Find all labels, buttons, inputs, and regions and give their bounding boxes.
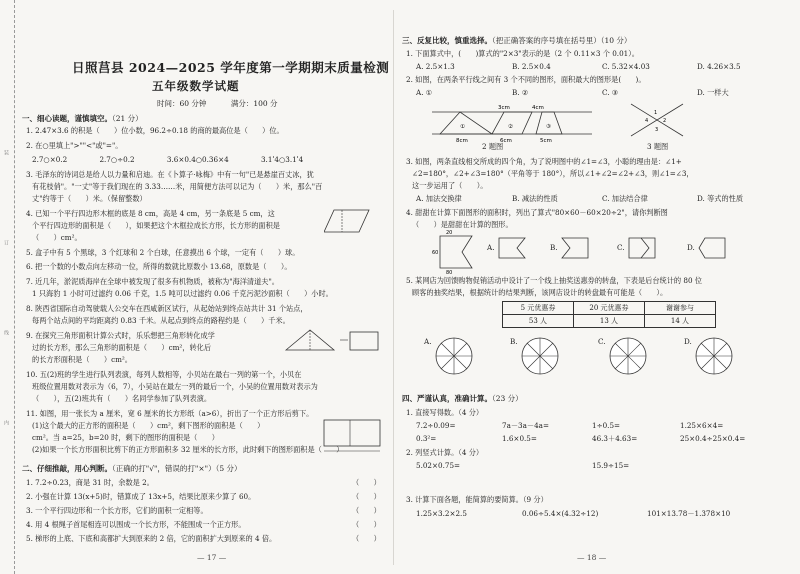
page-number: — 18 —: [577, 553, 607, 562]
choice-3-option: A. 加法交换律: [416, 194, 462, 203]
fig-num: ①: [460, 124, 465, 130]
choice-4-line1: 4. 甜甜在计算下面图形的面积时，列出了算式"80×60－60×20÷2"，请你判断图: [406, 208, 668, 217]
simplify-item: 0.06÷5.4×(4.32÷12): [522, 509, 599, 518]
answer-paren: （ ）: [352, 520, 381, 529]
answer-paren: （ ）: [352, 478, 381, 487]
judge-5: 5. 梯形的上底、下底和高都扩大到原来的 2 倍，它的面积扩大到原来的 4 倍。: [26, 534, 277, 543]
section-4-heading: [402, 394, 523, 404]
choice-1: 1. 下面算式中，( )算式的"2×3"表示的是（2 个 0.11×3 个 0.01）。: [406, 49, 639, 58]
fig-dim: 6cm: [500, 138, 512, 144]
figure-3-label: 3 题图: [647, 142, 669, 151]
section-title: 四、严谨认真，准确计算。: [402, 394, 492, 403]
calc-item: 1.6×0.5=: [502, 434, 537, 443]
question-4-line2: 个平行四边形的面积是（ ），如果把这个木框拉成长方形，长方形的面积是: [32, 221, 280, 230]
exam-subtitle: 五年级数学试题: [152, 79, 240, 93]
angle-label: 3: [655, 127, 659, 133]
choice-1-option: B. 2.5×0.4: [512, 62, 551, 71]
choice-3-line2: ∠2=180°，∠2+∠3=180°（平角等于 180°），所以∠1+∠2=∠2+∠3，则∠1=∠3，: [412, 169, 694, 178]
compare-item: 2.7○÷0.2: [99, 155, 135, 164]
section-1-heading: [22, 114, 143, 124]
angle-label: 2: [663, 118, 667, 124]
question-4-line3: （ ）cm²。: [32, 233, 82, 242]
calc-item: 25×0.4÷25×0.4=: [680, 434, 746, 443]
figure-2-label: 2 题图: [482, 142, 504, 151]
choice-2-option: D. 一样大: [697, 88, 729, 97]
section-points: （21 分）: [112, 114, 143, 123]
choice-5-line2: 顾客的抽奖结果，根据统计的结果判断，该网店设计的转盘最有可能是（ ）。: [412, 288, 668, 297]
table-cell: 14 人: [645, 315, 716, 328]
question-2-items: [32, 155, 303, 164]
question-10-line1: 10. 五(2)班的学生进行队列表演，每列人数相等，小贝站在最右一列的第一个，小贝在: [26, 370, 302, 379]
calc-item: 46.3＋4.63=: [592, 434, 638, 443]
simplify-item: 101×13.78－1.378×10: [647, 509, 731, 518]
section-points: （23 分）: [492, 394, 523, 403]
angle-label: 1: [654, 110, 658, 116]
left-page: [22, 0, 390, 574]
judge-3: 3. 一个平行四边形和一个长方形，它们的面积一定相等。: [26, 506, 208, 515]
question-8-line1: 8. 陕西省国际自动驾驶载人公交车在西咸新区试行，从起始站到终点站共计 31 个站点，: [26, 304, 308, 313]
choice-5-line1: 5. 某网店为回馈购物促销活动中设计了一个线上抽奖送惠券的转盘，下表是后台统计的 80 位: [406, 276, 702, 285]
choice-3-line1: 3. 如图，两条直线相交所成的四个角，为了说明图中的∠1=∠3，小聪的理由是：∠1+: [406, 157, 682, 166]
section-title: 二、仔细推敲，用心判断。: [22, 464, 112, 473]
exam-time: 时间：60 分钟: [157, 99, 207, 108]
choice-1-option: C. 5.32×4.03: [602, 62, 650, 71]
question-7-line1: 7. 近几年，淤泥质海岸在全球中被发现了很多有机物质，被称为"海洋清道夫"。: [26, 277, 279, 286]
fig-num: ②: [508, 124, 513, 130]
choice-4-line2: （ ）是甜甜在计算的图形。: [412, 220, 513, 229]
table-header-cell: 谢谢参与: [645, 302, 716, 315]
compare-item: 3.6×0.4○0.36×4: [166, 155, 229, 164]
exam-title: 日照莒县 2024—2025 学年度第一学期期末质量检测: [72, 60, 390, 75]
fig-num: ③: [546, 124, 551, 130]
table-header-cell: 20 元优惠券: [574, 302, 645, 315]
vertical-calc-item: 15.9÷15=: [592, 461, 630, 470]
wheel-option: C.: [598, 337, 606, 346]
choice-4-option: A.: [487, 243, 495, 252]
section-points: （把正确答案的序号填在括号里）（10 分）: [492, 36, 632, 45]
wheel-c: [608, 336, 648, 376]
choice-4-option: B.: [550, 243, 558, 252]
choice-2-option: C. ③: [602, 88, 619, 97]
wheel-option: B.: [510, 337, 518, 346]
section-title: 三、反复比较，慎重选择。: [402, 36, 492, 45]
question-5: 5. 盒子中有 5 个黑球，3 个红球和 2 个白球，任意摸出 6 个球，一定有（ ）球。: [26, 248, 300, 257]
fig-dim: 4cm: [532, 105, 544, 111]
rectangle-fold-figure: [322, 418, 384, 454]
question-9-line3: 的长方形面积是（ ）cm²。: [32, 355, 132, 364]
answer-paren: （ ）: [352, 506, 381, 515]
question-10-line3: （ ），五(2)班共有（ ）名同学参加了队列表演。: [32, 394, 212, 403]
calc-1-title: 1. 直接写得数。（4 分）: [406, 408, 484, 417]
choice-2-option: A. ①: [416, 88, 433, 97]
question-8-line2: 每两个站点间的平均距离约 0.83 千米。从起点到终点的路程约是（ ）千米。: [32, 316, 290, 325]
question-11-line4: (2)如果一个长方形面积比剪下的正方形面积多 32 厘米的长方形，此时剩下的图形面积是（ ）: [32, 445, 344, 454]
question-11-line2: (1)这个最大的正方形的面积是（ ）cm²，剩下图形的面积是（ ）: [32, 421, 265, 430]
fig-dim: 80: [446, 270, 453, 274]
fig-dim: 3cm: [498, 105, 510, 111]
choice-3-line3: 这一步运用了（ ）。: [412, 181, 488, 190]
fig-dim: 60: [432, 250, 439, 256]
choice-3-option: D. 等式的性质: [697, 194, 744, 203]
section-title: 一、细心读题，谨慎填空。: [22, 114, 112, 123]
choice-3-option: B. 减法的性质: [512, 194, 558, 203]
angle-label: 4: [645, 118, 649, 124]
right-page-lower: [402, 0, 787, 574]
question-9-line1: 9. 在探究三角形面积计算公式时，乐乐想把三角形转化成学: [26, 331, 215, 340]
table-cell: 13 人: [574, 315, 645, 328]
question-9-line2: 过的长方形，那么三角形的面积是（ ）cm²，转化后: [32, 343, 212, 352]
calc-item: 1÷0.5=: [592, 421, 621, 430]
fig-dim: 5cm: [540, 138, 552, 144]
binding-char: 内: [3, 420, 9, 425]
parallelogram-figure: [324, 206, 374, 238]
choice-4-option: C.: [617, 243, 625, 252]
exam-score: 满分：100 分: [230, 99, 278, 108]
choice-1-option: A. 2.5×1.3: [416, 62, 455, 71]
binding-char: 订: [3, 240, 9, 245]
wheel-a: [434, 336, 474, 376]
fig-dim: 8cm: [456, 138, 468, 144]
question-11-line1: 11. 如图，用一张长为 a 厘米，宽 6 厘米的长方形纸（a>6），折出了一个正方形后剪下。: [26, 409, 314, 418]
simplify-item: 1.25×3.2×2.5: [416, 509, 467, 518]
triangle-figure: [284, 326, 384, 360]
judge-4: 4. 用 4 根绳子首尾相连可以围成一个长方形，不能围成一个正方形。: [26, 520, 246, 529]
choice-1-option: D. 4.26×3.5: [697, 62, 741, 71]
wheel-option: D.: [684, 337, 692, 346]
question-11-line3: cm²。当 a=25，b=20 时，剩下的图形的面积是（ ）: [32, 433, 219, 442]
answer-paren: （ ）: [352, 534, 381, 543]
calc-2-title: 2. 列竖式计算。（4 分）: [406, 448, 484, 457]
page-divider: [393, 10, 394, 565]
exam-meta: [157, 99, 300, 109]
question-6: 6. 把一个数的小数点向左移动一位，所得的数就比原数小 13.68，原数是（ ）。: [26, 262, 292, 271]
choice-2-option: B. ②: [512, 88, 529, 97]
calc-item: 7a－3a－4a=: [502, 421, 549, 430]
calc-item: 1.25×6×4=: [680, 421, 724, 430]
question-3-line2: 有花枝俏"。"一丈"等于我们现在的 3.33……米，用简便方法可以记为（ ）米，那么"百: [32, 182, 323, 191]
compare-item: 2.7○×0.2: [32, 155, 68, 164]
question-3-line3: 丈"约等于（ ）米。（保留整数）: [32, 194, 147, 203]
question-4-line1: 4. 已知一个平行四边形木框的底是 8 cm，高是 4 cm，另一条底是 5 cm，这: [26, 209, 275, 218]
page-number: — 17 —: [197, 553, 227, 562]
vertical-calc-item: 5.02×0.75=: [416, 461, 461, 470]
table-cell: 53 人: [503, 315, 574, 328]
judge-2: 2. 小强在计算 13(x+5)时，错算成了 13x+5，结果比原来少算了 60。: [26, 492, 256, 501]
choice-4-option: D.: [687, 243, 695, 252]
choice-3-option: C. 加法结合律: [602, 194, 648, 203]
wheel-option: A.: [424, 337, 432, 346]
wheel-b: [520, 336, 560, 376]
section-2-heading: [22, 464, 242, 474]
compare-item: 3.1ʹ4○3.1ʹ4: [260, 155, 304, 164]
binding-char: 线: [3, 330, 9, 335]
section-points: （正确的打"√"，错误的打"×"）（5 分）: [112, 464, 242, 473]
table-header-cell: 5 元优惠券: [503, 302, 574, 315]
calc-item: 0.3²=: [416, 434, 437, 443]
calc-item: 7.2÷0.09=: [416, 421, 456, 430]
binding-char: 装: [3, 150, 9, 155]
calc-3-title: 3. 计算下面各题，能简算的要简算。（9 分）: [406, 495, 548, 504]
question-7-line2: 1 只海豹 1 小时可过滤约 0.06 千克，1.5 吨可以过滤约 0.06 千克污泥沙面积（ ）小时。: [32, 289, 333, 298]
wheel-d: [694, 336, 734, 376]
fig-dim: 20: [446, 230, 453, 236]
question-3-line1: 3. 毛泽东的诗词总是给人以力量和启迪。在《卜算子·咏梅》中有一句"已是悬崖百丈冰，犹: [26, 170, 314, 179]
answer-paren: （ ）: [352, 492, 381, 501]
choice-2: 2. 如图，在两条平行线之间有 3 个不同的图形，面积最大的图形是( )。: [406, 75, 646, 84]
question-2: 2. 在○里填上">""<"或"="。: [26, 141, 123, 150]
question-10-line2: 班级位置用数对表示为（6，7），小吴站在最左一列的最后一个，小吴的位置用数对表示为: [32, 382, 318, 391]
question-1: 1. 2.47×3.6 的积是（ ）位小数，96.2÷0.18 的商的最高位是（ ）位。: [26, 126, 284, 135]
judge-1: 1. 7.2÷0.23，商是 31 时，余数是 2。: [26, 478, 154, 487]
binding-strip: [0, 0, 15, 574]
